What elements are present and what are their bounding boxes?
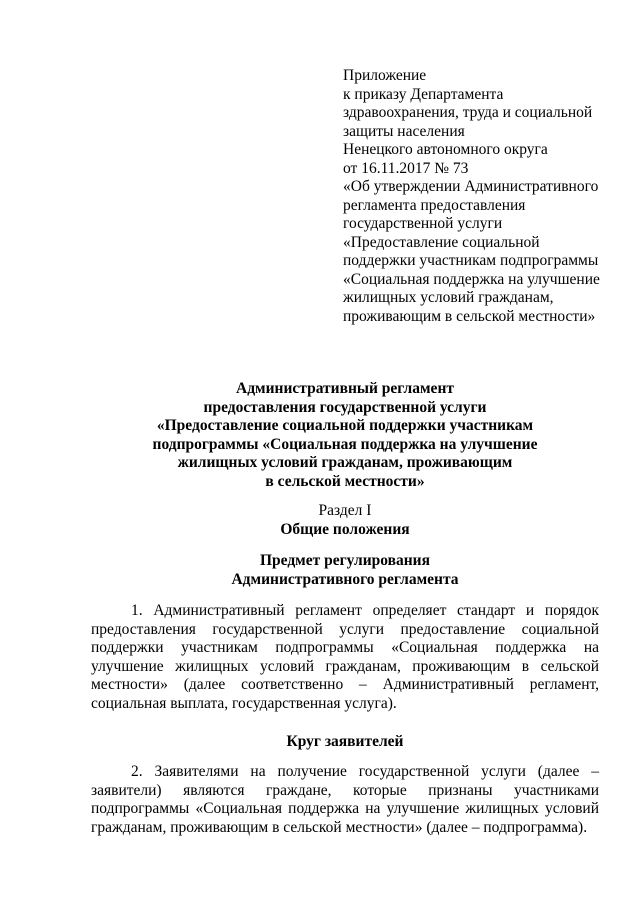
appendix-line: Ненецкого автономного округа xyxy=(343,141,548,158)
appendix-line: от 16.11.2017 № 73 xyxy=(343,159,469,177)
paragraph-line: заявители) являются граждане, которые признаны участниками xyxy=(91,781,599,799)
paragraph-line: социальная выплата, государственная услуга). xyxy=(91,694,397,712)
section-heading xyxy=(80,502,610,539)
document-title xyxy=(80,380,610,491)
paragraph-line: гражданам, проживающим в сельской местности» (далее – подпрограмма). xyxy=(91,818,588,836)
appendix-line: к приказу Департамента xyxy=(343,85,504,103)
appendix-line: проживающим в сельской местности» xyxy=(343,307,596,325)
subject-heading xyxy=(80,552,610,589)
paragraph-1 xyxy=(91,602,599,714)
paragraph-line: предоставления государственной услуги предоставление социальной xyxy=(91,620,599,638)
title-line: предоставления государственной услуги xyxy=(203,398,487,416)
title-line: «Предоставление социальной поддержки участникам xyxy=(156,417,534,434)
appendix-line: Приложение xyxy=(343,67,427,84)
appendix-block xyxy=(343,67,633,326)
paragraph-line: улучшение жилищных условий гражданам, проживающим в сельской xyxy=(91,657,599,675)
subject-heading-line: Предмет регулирования xyxy=(259,552,430,569)
appendix-line: жилищных условий гражданам, xyxy=(343,289,554,306)
paragraph-line: поддержки участникам подпрограммы «Социальная поддержка на xyxy=(91,639,599,657)
appendix-line: «Об утверждении Административного xyxy=(343,178,599,195)
applicants-heading: Круг заявителей xyxy=(286,733,404,750)
paragraph-line: 2. Заявителями на получение государственной услуги (далее – xyxy=(131,763,599,780)
title-line: в сельской местности» xyxy=(265,472,425,490)
section-number: Раздел I xyxy=(318,502,372,519)
appendix-line: «Предоставление социальной xyxy=(343,233,540,251)
subject-heading-line: Административного регламента xyxy=(231,570,459,588)
paragraph-line: подпрограммы «Социальная поддержка на улучшение жилищных условий xyxy=(91,800,599,818)
appendix-line: поддержки участникам подпрограммы xyxy=(343,252,599,269)
appendix-line: регламента предоставления xyxy=(343,196,526,214)
title-line: Административный регламент xyxy=(236,380,454,397)
section-name: Общие положения xyxy=(280,520,410,538)
title-line: жилищных условий гражданам, проживающим xyxy=(177,454,513,471)
appendix-line: «Социальная поддержка на улучшение xyxy=(343,270,600,288)
paragraph-line: 1. Административный регламент определяет стандарт и порядок xyxy=(131,602,599,619)
paragraph-line: местности» (далее соответственно – Административный регламент, xyxy=(91,676,599,694)
appendix-line: защиты населения xyxy=(343,122,465,140)
paragraph-2 xyxy=(91,763,599,837)
appendix-line: государственной услуги xyxy=(343,215,503,232)
title-line: подпрограммы «Социальная поддержка на улучшение xyxy=(152,435,538,453)
appendix-line: здравоохранения, труда и социальной xyxy=(343,104,593,121)
